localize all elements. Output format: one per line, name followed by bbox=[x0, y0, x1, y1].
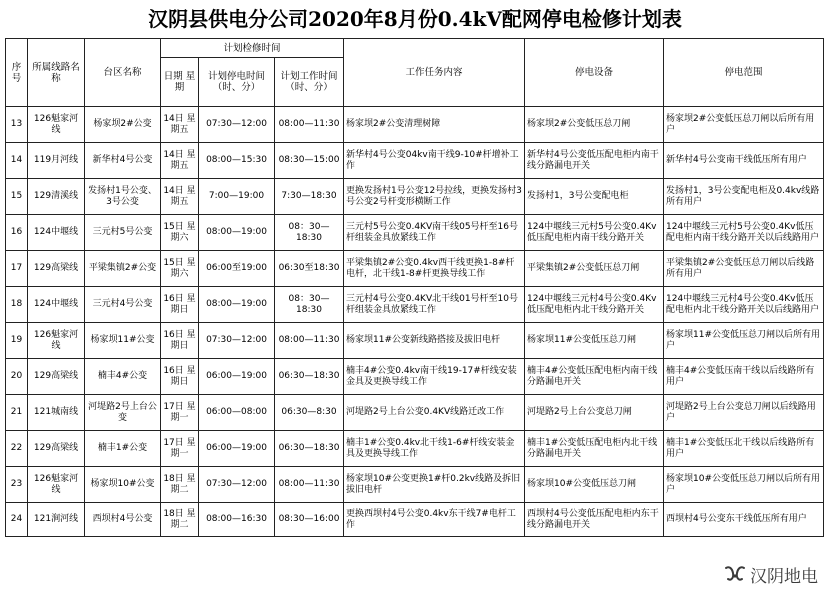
cell-outage-time: 08:00—15:30 bbox=[199, 143, 275, 179]
cell-area: 楠丰4#公变 bbox=[85, 359, 161, 395]
cell-outage-time: 06:00—19:00 bbox=[199, 431, 275, 467]
header-seq: 序号 bbox=[6, 39, 28, 107]
cell-line: 126魁家河线 bbox=[28, 467, 85, 503]
cell-seq: 17 bbox=[6, 251, 28, 287]
cell-work-time: 08:00—11:30 bbox=[275, 323, 344, 359]
table-row bbox=[6, 323, 824, 359]
cell-date: 14日 星期五 bbox=[161, 107, 199, 143]
table-row bbox=[6, 179, 824, 215]
cell-task: 楠丰1#公变0.4kv北干线1-6#杆线安装金具及更换导线工作 bbox=[344, 431, 525, 467]
cell-outage-time: 06:00—19:00 bbox=[199, 359, 275, 395]
cell-line: 121涧河线 bbox=[28, 503, 85, 537]
cell-seq: 14 bbox=[6, 143, 28, 179]
cell-seq: 19 bbox=[6, 323, 28, 359]
cell-work-time: 7:30—18:30 bbox=[275, 179, 344, 215]
cell-outage-time: 08:00—19:00 bbox=[199, 287, 275, 323]
cell-equipment: 124中堰线三元村4号公变0.4Kv低压配电柜内北干线分路开关 bbox=[525, 287, 664, 323]
cell-date: 14日 星期五 bbox=[161, 143, 199, 179]
cell-line: 121城南线 bbox=[28, 395, 85, 431]
cell-seq: 20 bbox=[6, 359, 28, 395]
cell-seq: 23 bbox=[6, 467, 28, 503]
cell-equipment: 杨家坝2#公变低压总刀闸 bbox=[525, 107, 664, 143]
cell-equipment: 杨家坝10#公变低压总刀闸 bbox=[525, 467, 664, 503]
cell-area: 新华村4号公变 bbox=[85, 143, 161, 179]
cell-date: 16日 星期日 bbox=[161, 323, 199, 359]
header-equipment: 停电设备 bbox=[525, 39, 664, 107]
cell-date: 16日 星期日 bbox=[161, 287, 199, 323]
table-row bbox=[6, 143, 824, 179]
wechat-channel-icon bbox=[724, 564, 746, 584]
cell-equipment: 河堤路2号上台公变总刀闸 bbox=[525, 395, 664, 431]
cell-range: 杨家坝2#公变低压总刀闸以后所有用户 bbox=[664, 107, 824, 143]
outage-plan-table bbox=[5, 38, 824, 537]
cell-work-time: 06:30—18:30 bbox=[275, 359, 344, 395]
cell-seq: 13 bbox=[6, 107, 28, 143]
cell-line: 129高梁线 bbox=[28, 251, 85, 287]
cell-work-time: 06:30至18:30 bbox=[275, 251, 344, 287]
cell-range: 发扬村1，3号公变配电柜及0.4kv线路所有用户 bbox=[664, 179, 824, 215]
cell-range: 楠丰1#公变低压北干线以后线路所有用户 bbox=[664, 431, 824, 467]
cell-range: 平梁集镇2#公变低压总刀闸以后线路所有用户 bbox=[664, 251, 824, 287]
cell-task: 三元村4号公变0.4KV北干线01号杆至10号杆组装金具放紧线工作 bbox=[344, 287, 525, 323]
cell-range: 新华村4号公变南干线低压所有用户 bbox=[664, 143, 824, 179]
table-body bbox=[6, 107, 824, 537]
table-row bbox=[6, 251, 824, 287]
table-header-row bbox=[6, 39, 824, 58]
cell-range: 杨家坝10#公变低压总刀闸以后所有用户 bbox=[664, 467, 824, 503]
cell-task: 更换西坝村4号公变0.4kv东干线7#电杆工作 bbox=[344, 503, 525, 537]
cell-work-time: 08：30—18:30 bbox=[275, 287, 344, 323]
cell-outage-time: 08:00—19:00 bbox=[199, 215, 275, 251]
cell-date: 15日 星期六 bbox=[161, 251, 199, 287]
cell-outage-time: 07:30—12:00 bbox=[199, 467, 275, 503]
cell-area: 杨家坝2#公变 bbox=[85, 107, 161, 143]
cell-task: 楠丰4#公变0.4kv南干线19-17#杆线安装金具及更换导线工作 bbox=[344, 359, 525, 395]
cell-work-time: 08:00—11:30 bbox=[275, 467, 344, 503]
cell-date: 17日 星期一 bbox=[161, 395, 199, 431]
table-row bbox=[6, 215, 824, 251]
watermark-text: 汉阴地电 bbox=[750, 566, 818, 587]
cell-work-time: 06:30—8:30 bbox=[275, 395, 344, 431]
cell-outage-time: 07:30—12:00 bbox=[199, 107, 275, 143]
cell-range: 124中堰线三元村4号公变0.4Kv低压配电柜内北干线分路开关以后线路用户 bbox=[664, 287, 824, 323]
cell-date: 16日 星期日 bbox=[161, 359, 199, 395]
cell-date: 14日 星期五 bbox=[161, 179, 199, 215]
cell-range: 杨家坝11#公变低压总刀闸以后所有用户 bbox=[664, 323, 824, 359]
table-row bbox=[6, 503, 824, 537]
table-row bbox=[6, 395, 824, 431]
header-plan-time: 计划检修时间 bbox=[161, 39, 344, 58]
cell-task: 河堤路2号上台公变0.4KV线路迁改工作 bbox=[344, 395, 525, 431]
cell-range: 河堤路2号上台公变总刀闸以后线路用户 bbox=[664, 395, 824, 431]
cell-work-time: 08:30—15:00 bbox=[275, 143, 344, 179]
header-task: 工作任务内容 bbox=[344, 39, 525, 107]
cell-line: 129高梁线 bbox=[28, 359, 85, 395]
table-row bbox=[6, 107, 824, 143]
cell-task: 杨家坝10#公变更换1#杆0.2kv线路及拆旧拔旧电杆 bbox=[344, 467, 525, 503]
cell-seq: 18 bbox=[6, 287, 28, 323]
cell-line: 126魁家河线 bbox=[28, 107, 85, 143]
cell-equipment: 124中堰线三元村5号公变0.4Kv低压配电柜内南干线分路开关 bbox=[525, 215, 664, 251]
page-title: 汉阴县供电分公司2020年8月份0.4kV配网停电检修计划表 bbox=[148, 7, 682, 31]
cell-equipment: 杨家坝11#公变低压总刀闸 bbox=[525, 323, 664, 359]
cell-equipment: 楠丰4#公变低压配电柜内南干线分路漏电开关 bbox=[525, 359, 664, 395]
header-outage-time: 计划停电时间 （时、分） bbox=[199, 58, 275, 107]
cell-line: 124中堰线 bbox=[28, 215, 85, 251]
cell-date: 18日 星期二 bbox=[161, 467, 199, 503]
cell-seq: 21 bbox=[6, 395, 28, 431]
cell-area: 三元村5号公变 bbox=[85, 215, 161, 251]
watermark bbox=[722, 561, 820, 587]
cell-area: 西坝村4号公变 bbox=[85, 503, 161, 537]
cell-area: 杨家坝10#公变 bbox=[85, 467, 161, 503]
cell-task: 更换发扬村1号公变12号拉线，更换发扬村3号公变2号杆变形横断工作 bbox=[344, 179, 525, 215]
cell-date: 17日 星期一 bbox=[161, 431, 199, 467]
table-row bbox=[6, 287, 824, 323]
cell-seq: 16 bbox=[6, 215, 28, 251]
header-work-time: 计划工作时间 （时、分） bbox=[275, 58, 344, 107]
cell-seq: 24 bbox=[6, 503, 28, 537]
cell-outage-time: 07:30—12:00 bbox=[199, 323, 275, 359]
cell-equipment: 楠丰1#公变低压配电柜内北干线分路漏电开关 bbox=[525, 431, 664, 467]
cell-work-time: 08:30—16:00 bbox=[275, 503, 344, 537]
header-area: 台区名称 bbox=[85, 39, 161, 107]
cell-area: 平梁集镇2#公变 bbox=[85, 251, 161, 287]
table-row bbox=[6, 431, 824, 467]
cell-outage-time: 06:00至19:00 bbox=[199, 251, 275, 287]
cell-date: 15日 星期六 bbox=[161, 215, 199, 251]
cell-work-time: 08:00—11:30 bbox=[275, 107, 344, 143]
cell-line: 119月河线 bbox=[28, 143, 85, 179]
cell-range: 西坝村4号公变东干线低压所有用户 bbox=[664, 503, 824, 537]
cell-line: 129清溪线 bbox=[28, 179, 85, 215]
cell-line: 129高梁线 bbox=[28, 431, 85, 467]
cell-area: 楠丰1#公变 bbox=[85, 431, 161, 467]
cell-line: 126魁家河线 bbox=[28, 323, 85, 359]
cell-area: 河堤路2号上台公变 bbox=[85, 395, 161, 431]
cell-task: 新华村4号公变04kv南干线9-10#杆增补工作 bbox=[344, 143, 525, 179]
cell-date: 18日 星期二 bbox=[161, 503, 199, 537]
table-row bbox=[6, 467, 824, 503]
header-date: 日期 星期 bbox=[161, 58, 199, 107]
cell-work-time: 08：30—18:30 bbox=[275, 215, 344, 251]
cell-equipment: 新华村4号公变低压配电柜内南干线分路漏电开关 bbox=[525, 143, 664, 179]
cell-outage-time: 06:00—08:00 bbox=[199, 395, 275, 431]
cell-seq: 15 bbox=[6, 179, 28, 215]
cell-task: 杨家坝2#公变清理树障 bbox=[344, 107, 525, 143]
header-line: 所属线路名 称 bbox=[28, 39, 85, 107]
cell-outage-time: 7:00—19:00 bbox=[199, 179, 275, 215]
cell-work-time: 06:30—18:30 bbox=[275, 431, 344, 467]
cell-task: 平梁集镇2#公变0.4kv西干线更换1-8#杆电杆，北干线1-8#杆更换导线工作 bbox=[344, 251, 525, 287]
cell-equipment: 平梁集镇2#公变低压总刀闸 bbox=[525, 251, 664, 287]
cell-equipment: 发扬村1，3号公变配电柜 bbox=[525, 179, 664, 215]
cell-equipment: 西坝村4号公变低压配电柜内东干线分路漏电开关 bbox=[525, 503, 664, 537]
cell-seq: 22 bbox=[6, 431, 28, 467]
cell-area: 发扬村1号公变、3号公变 bbox=[85, 179, 161, 215]
cell-range: 楠丰4#公变低压南干线以后线路所有用户 bbox=[664, 359, 824, 395]
cell-task: 杨家坝11#公变新线路搭接及拔旧电杆 bbox=[344, 323, 525, 359]
cell-outage-time: 08:00—16:30 bbox=[199, 503, 275, 537]
table-row bbox=[6, 359, 824, 395]
header-range: 停电范围 bbox=[664, 39, 824, 107]
cell-task: 三元村5号公变0.4KV南干线05号杆至16号杆组装金具放紧线工作 bbox=[344, 215, 525, 251]
cell-line: 124中堰线 bbox=[28, 287, 85, 323]
cell-range: 124中堰线三元村5号公变0.4Kv低压配电柜内南干线分路开关以后线路用户 bbox=[664, 215, 824, 251]
cell-area: 杨家坝11#公变 bbox=[85, 323, 161, 359]
cell-area: 三元村4号公变 bbox=[85, 287, 161, 323]
